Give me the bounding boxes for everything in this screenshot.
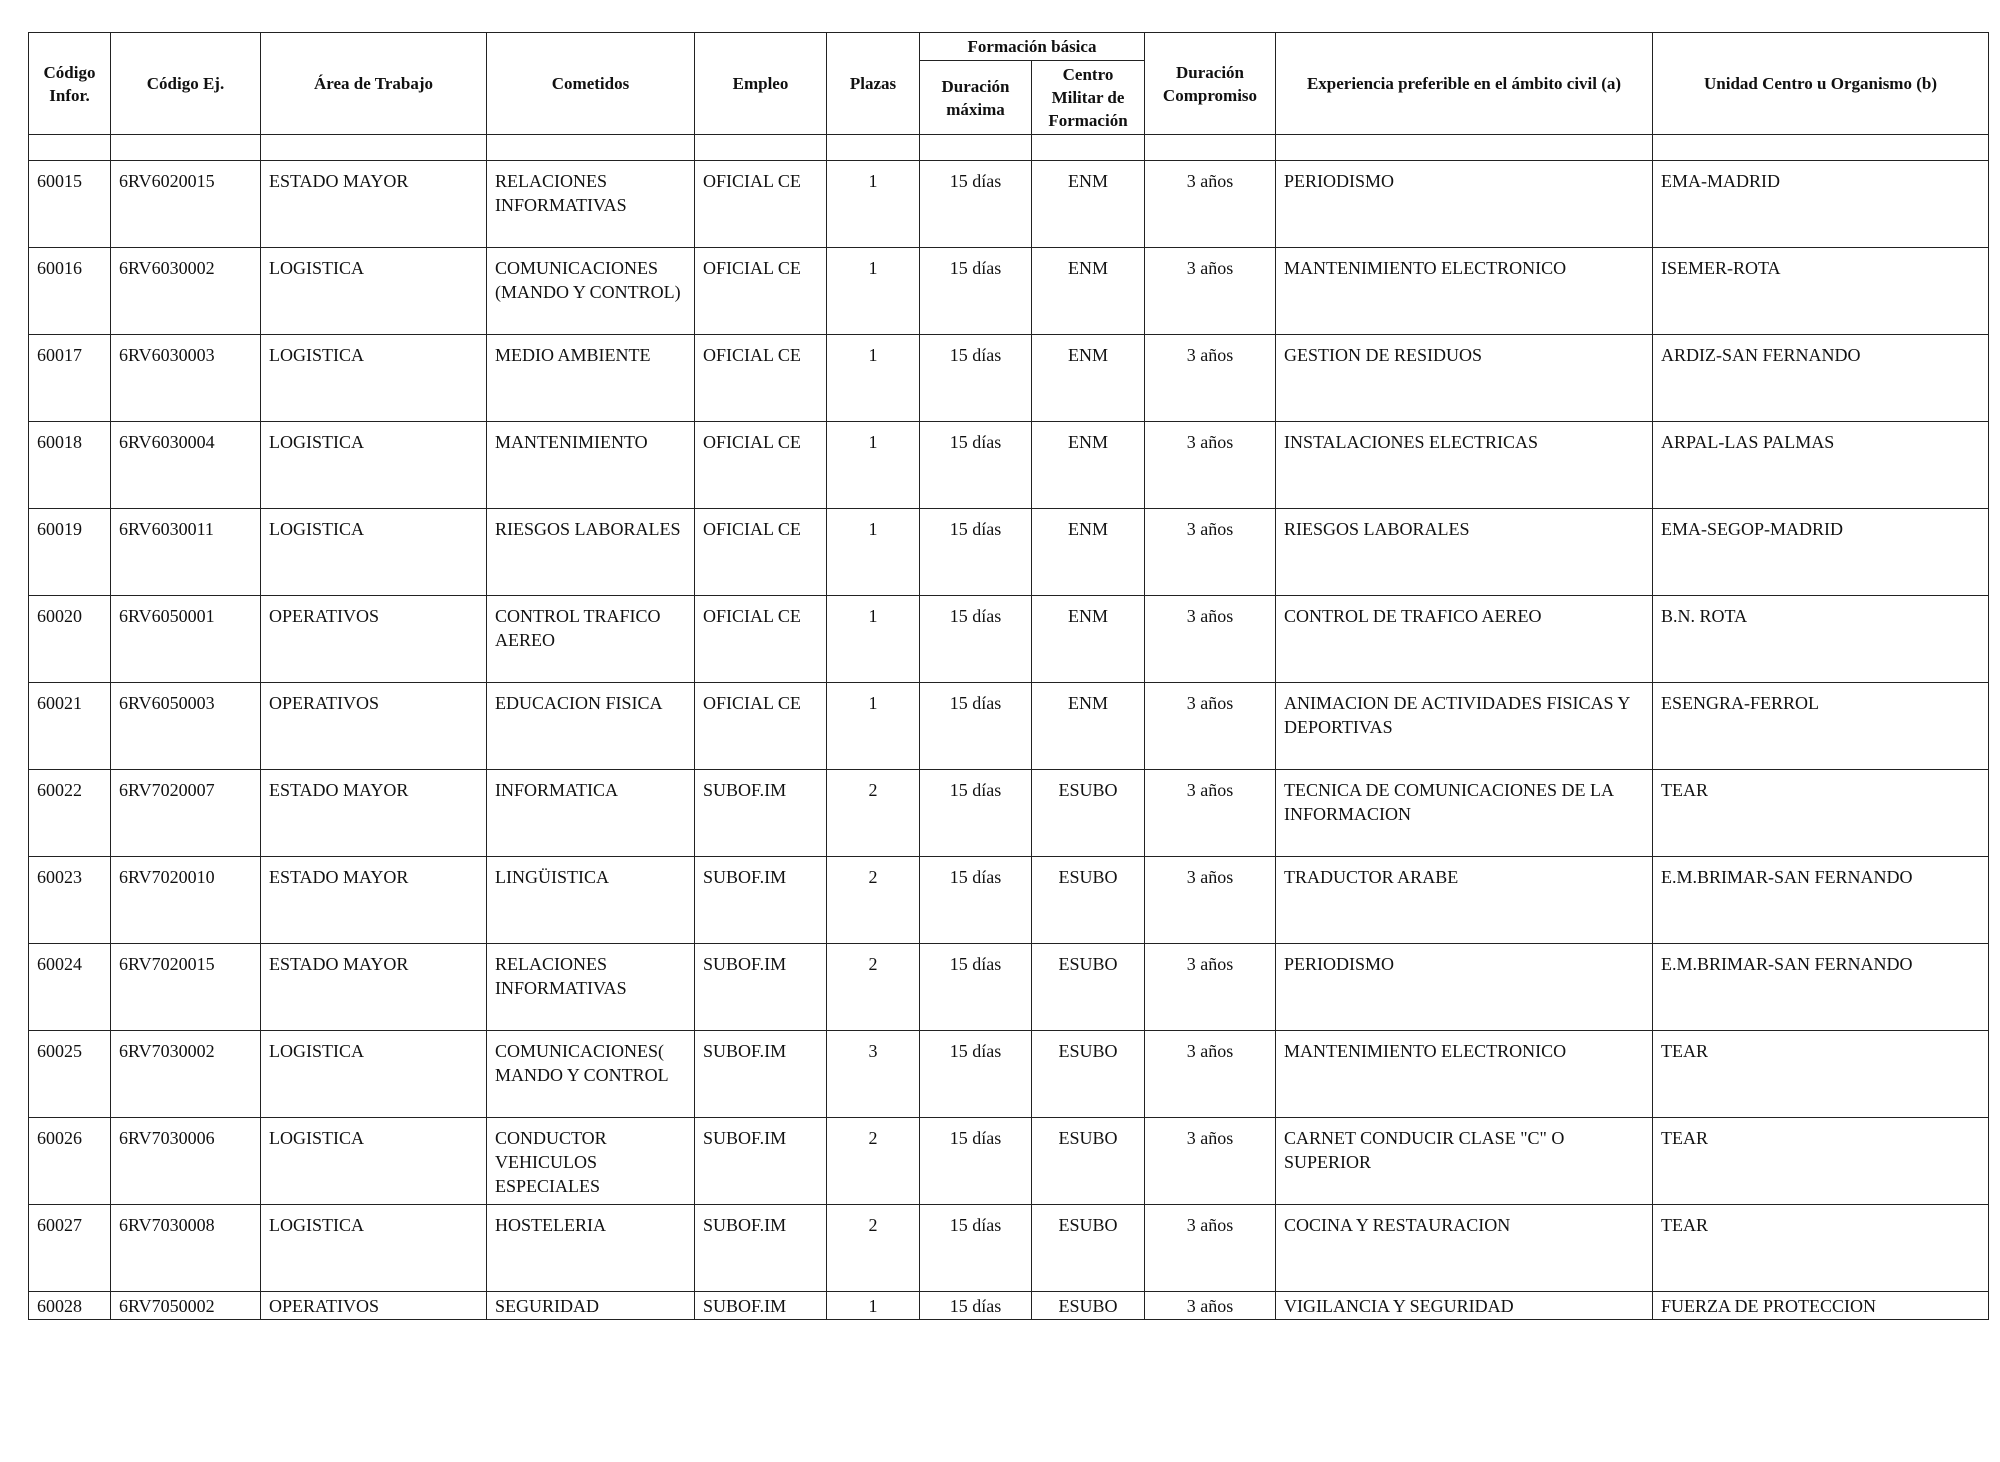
- header-codigo-infor: Código Infor.: [29, 33, 111, 135]
- cell-duracion-compromiso: 3 años: [1145, 1118, 1276, 1205]
- header-area-trabajo: Área de Trabajo: [261, 33, 487, 135]
- cell-unidad: EMA-SEGOP-MADRID: [1653, 509, 1989, 596]
- cell-experiencia: GESTION DE RESIDUOS: [1276, 335, 1653, 422]
- cell-duracion-maxima: 15 días: [920, 1031, 1032, 1118]
- table-row: [29, 770, 1989, 857]
- cell-codigo-ej: 6RV7030002: [111, 1031, 261, 1118]
- cell-experiencia: MANTENIMIENTO ELECTRONICO: [1276, 1031, 1653, 1118]
- cell-codigo-infor: 60021: [29, 683, 111, 770]
- cell-unidad: TEAR: [1653, 1118, 1989, 1205]
- cell-area-trabajo: LOGISTICA: [261, 335, 487, 422]
- header-unidad: Unidad Centro u Organismo (b): [1653, 33, 1989, 135]
- cell-duracion-maxima: 15 días: [920, 422, 1032, 509]
- cell-plazas: 2: [827, 770, 920, 857]
- cell-area-trabajo: LOGISTICA: [261, 248, 487, 335]
- cell-duracion-maxima: 15 días: [920, 857, 1032, 944]
- cell-duracion-maxima: 15 días: [920, 770, 1032, 857]
- table-row: [29, 857, 1989, 944]
- cell-codigo-ej: 6RV6030004: [111, 422, 261, 509]
- cell-cometidos: LINGÜISTICA: [487, 857, 695, 944]
- cell-unidad: ARDIZ-SAN FERNANDO: [1653, 335, 1989, 422]
- table-body: [29, 135, 1989, 1320]
- table-header: [29, 33, 1989, 135]
- cell-codigo-ej: 6RV7030008: [111, 1205, 261, 1292]
- cell-codigo-infor: 60020: [29, 596, 111, 683]
- cell-empleo: SUBOF.IM: [695, 770, 827, 857]
- cell-codigo-infor: 60018: [29, 422, 111, 509]
- cell-area-trabajo: ESTADO MAYOR: [261, 770, 487, 857]
- cell-duracion-compromiso: 3 años: [1145, 944, 1276, 1031]
- spacer-row: [29, 135, 1989, 161]
- table-row: [29, 335, 1989, 422]
- cell-cometidos: CONTROL TRAFICO AEREO: [487, 596, 695, 683]
- cell-experiencia: CONTROL DE TRAFICO AEREO: [1276, 596, 1653, 683]
- table-row: [29, 1205, 1989, 1292]
- cell-duracion-compromiso: 3 años: [1145, 1031, 1276, 1118]
- table-row: [29, 161, 1989, 248]
- cell-centro-formacion: ENM: [1032, 161, 1145, 248]
- cell-codigo-ej: 6RV6050001: [111, 596, 261, 683]
- cell-cometidos: EDUCACION FISICA: [487, 683, 695, 770]
- cell-duracion-maxima: 15 días: [920, 1292, 1032, 1320]
- cell-codigo-ej: 6RV6030011: [111, 509, 261, 596]
- cell-centro-formacion: ENM: [1032, 509, 1145, 596]
- cell-empleo: SUBOF.IM: [695, 857, 827, 944]
- cell-empleo: SUBOF.IM: [695, 1031, 827, 1118]
- cell-unidad: ARPAL-LAS PALMAS: [1653, 422, 1989, 509]
- cell-unidad: E.M.BRIMAR-SAN FERNANDO: [1653, 857, 1989, 944]
- cell-empleo: OFICIAL CE: [695, 509, 827, 596]
- cell-plazas: 2: [827, 1118, 920, 1205]
- cell-plazas: 1: [827, 596, 920, 683]
- cell-duracion-maxima: 15 días: [920, 596, 1032, 683]
- cell-area-trabajo: OPERATIVOS: [261, 683, 487, 770]
- cell-centro-formacion: ESUBO: [1032, 1118, 1145, 1205]
- cell-duracion-compromiso: 3 años: [1145, 161, 1276, 248]
- cell-unidad: TEAR: [1653, 1031, 1989, 1118]
- cell-duracion-maxima: 15 días: [920, 1205, 1032, 1292]
- cell-duracion-compromiso: 3 años: [1145, 596, 1276, 683]
- cell-duracion-maxima: 15 días: [920, 683, 1032, 770]
- cell-unidad: TEAR: [1653, 1205, 1989, 1292]
- table-row: [29, 944, 1989, 1031]
- cell-plazas: 2: [827, 1205, 920, 1292]
- cell-experiencia: ANIMACION DE ACTIVIDADES FISICAS Y DEPORTIVAS: [1276, 683, 1653, 770]
- cell-area-trabajo: OPERATIVOS: [261, 1292, 487, 1320]
- cell-duracion-compromiso: 3 años: [1145, 509, 1276, 596]
- cell-experiencia: INSTALACIONES ELECTRICAS: [1276, 422, 1653, 509]
- cell-experiencia: COCINA Y RESTAURACION: [1276, 1205, 1653, 1292]
- cell-duracion-compromiso: 3 años: [1145, 683, 1276, 770]
- cell-experiencia: PERIODISMO: [1276, 944, 1653, 1031]
- cell-centro-formacion: ENM: [1032, 683, 1145, 770]
- cell-plazas: 1: [827, 509, 920, 596]
- cell-centro-formacion: ENM: [1032, 596, 1145, 683]
- cell-centro-formacion: ENM: [1032, 335, 1145, 422]
- header-empleo: Empleo: [695, 33, 827, 135]
- header-formacion-basica: Formación básica: [920, 33, 1145, 61]
- header-codigo-ej: Código Ej.: [111, 33, 261, 135]
- cell-codigo-ej: 6RV6030002: [111, 248, 261, 335]
- cell-cometidos: INFORMATICA: [487, 770, 695, 857]
- cell-unidad: ISEMER-ROTA: [1653, 248, 1989, 335]
- cell-unidad: E.M.BRIMAR-SAN FERNANDO: [1653, 944, 1989, 1031]
- cell-unidad: EMA-MADRID: [1653, 161, 1989, 248]
- cell-duracion-compromiso: 3 años: [1145, 857, 1276, 944]
- cell-cometidos: COMUNICACIONES( MANDO Y CONTROL: [487, 1031, 695, 1118]
- cell-unidad: FUERZA DE PROTECCION: [1653, 1292, 1989, 1320]
- cell-codigo-infor: 60023: [29, 857, 111, 944]
- cell-duracion-compromiso: 3 años: [1145, 248, 1276, 335]
- cell-area-trabajo: ESTADO MAYOR: [261, 857, 487, 944]
- cell-empleo: SUBOF.IM: [695, 1205, 827, 1292]
- cell-codigo-infor: 60019: [29, 509, 111, 596]
- cell-codigo-ej: 6RV6030003: [111, 335, 261, 422]
- cell-experiencia: TRADUCTOR ARABE: [1276, 857, 1653, 944]
- cell-duracion-maxima: 15 días: [920, 161, 1032, 248]
- table-row: [29, 683, 1989, 770]
- cell-cometidos: SEGURIDAD: [487, 1292, 695, 1320]
- cell-codigo-infor: 60025: [29, 1031, 111, 1118]
- cell-codigo-ej: 6RV6020015: [111, 161, 261, 248]
- cell-experiencia: MANTENIMIENTO ELECTRONICO: [1276, 248, 1653, 335]
- cell-area-trabajo: ESTADO MAYOR: [261, 944, 487, 1031]
- cell-centro-formacion: ESUBO: [1032, 1031, 1145, 1118]
- cell-experiencia: PERIODISMO: [1276, 161, 1653, 248]
- cell-codigo-infor: 60026: [29, 1118, 111, 1205]
- cell-area-trabajo: ESTADO MAYOR: [261, 161, 487, 248]
- table-row: [29, 248, 1989, 335]
- cell-plazas: 1: [827, 161, 920, 248]
- table-row: [29, 1118, 1989, 1205]
- cell-codigo-ej: 6RV7020010: [111, 857, 261, 944]
- cell-duracion-compromiso: 3 años: [1145, 770, 1276, 857]
- cell-codigo-ej: 6RV7020015: [111, 944, 261, 1031]
- cell-area-trabajo: OPERATIVOS: [261, 596, 487, 683]
- table-row: [29, 422, 1989, 509]
- cell-experiencia: VIGILANCIA Y SEGURIDAD: [1276, 1292, 1653, 1320]
- cell-codigo-infor: 60027: [29, 1205, 111, 1292]
- cell-cometidos: RELACIONES INFORMATIVAS: [487, 944, 695, 1031]
- cell-area-trabajo: LOGISTICA: [261, 422, 487, 509]
- cell-cometidos: HOSTELERIA: [487, 1205, 695, 1292]
- cell-cometidos: MANTENIMIENTO: [487, 422, 695, 509]
- cell-experiencia: RIESGOS LABORALES: [1276, 509, 1653, 596]
- cell-plazas: 1: [827, 335, 920, 422]
- cell-empleo: OFICIAL CE: [695, 335, 827, 422]
- header-duracion-compromiso: Duración Compromiso: [1145, 33, 1276, 135]
- cell-duracion-compromiso: 3 años: [1145, 1205, 1276, 1292]
- cell-empleo: SUBOF.IM: [695, 1118, 827, 1205]
- cell-plazas: 1: [827, 683, 920, 770]
- cell-cometidos: MEDIO AMBIENTE: [487, 335, 695, 422]
- cell-codigo-ej: 6RV6050003: [111, 683, 261, 770]
- header-experiencia: Experiencia preferible en el ámbito civil (a): [1276, 33, 1653, 135]
- cell-empleo: SUBOF.IM: [695, 944, 827, 1031]
- cell-codigo-infor: 60024: [29, 944, 111, 1031]
- cell-codigo-ej: 6RV7030006: [111, 1118, 261, 1205]
- cell-centro-formacion: ESUBO: [1032, 944, 1145, 1031]
- table-row: [29, 509, 1989, 596]
- header-centro-militar: Centro Militar de Formación: [1032, 61, 1145, 135]
- cell-plazas: 3: [827, 1031, 920, 1118]
- cell-cometidos: CONDUCTOR VEHICULOS ESPECIALES: [487, 1118, 695, 1205]
- cell-duracion-maxima: 15 días: [920, 335, 1032, 422]
- cell-cometidos: RIESGOS LABORALES: [487, 509, 695, 596]
- cell-duracion-maxima: 15 días: [920, 944, 1032, 1031]
- cell-plazas: 2: [827, 857, 920, 944]
- cell-empleo: OFICIAL CE: [695, 248, 827, 335]
- cell-codigo-infor: 60016: [29, 248, 111, 335]
- cell-plazas: 1: [827, 422, 920, 509]
- header-duracion-maxima: Duración máxima: [920, 61, 1032, 135]
- cell-area-trabajo: LOGISTICA: [261, 1118, 487, 1205]
- document-sheet: [28, 32, 1988, 1320]
- plazas-table: [28, 32, 1989, 1320]
- header-plazas: Plazas: [827, 33, 920, 135]
- cell-centro-formacion: ENM: [1032, 248, 1145, 335]
- cell-duracion-maxima: 15 días: [920, 1118, 1032, 1205]
- cell-unidad: ESENGRA-FERROL: [1653, 683, 1989, 770]
- header-cometidos: Cometidos: [487, 33, 695, 135]
- cell-codigo-infor: 60022: [29, 770, 111, 857]
- cell-codigo-infor: 60017: [29, 335, 111, 422]
- cell-unidad: TEAR: [1653, 770, 1989, 857]
- cell-centro-formacion: ESUBO: [1032, 770, 1145, 857]
- table-row: [29, 1031, 1989, 1118]
- cell-plazas: 1: [827, 1292, 920, 1320]
- cell-empleo: SUBOF.IM: [695, 1292, 827, 1320]
- cell-experiencia: CARNET CONDUCIR CLASE "C" O SUPERIOR: [1276, 1118, 1653, 1205]
- cell-centro-formacion: ENM: [1032, 422, 1145, 509]
- cell-experiencia: TECNICA DE COMUNICACIONES DE LA INFORMACION: [1276, 770, 1653, 857]
- cell-codigo-ej: 6RV7020007: [111, 770, 261, 857]
- cell-duracion-maxima: 15 días: [920, 248, 1032, 335]
- cell-empleo: OFICIAL CE: [695, 422, 827, 509]
- cell-empleo: OFICIAL CE: [695, 683, 827, 770]
- cell-duracion-compromiso: 3 años: [1145, 422, 1276, 509]
- cell-area-trabajo: LOGISTICA: [261, 1205, 487, 1292]
- cell-codigo-infor: 60015: [29, 161, 111, 248]
- table-row: [29, 596, 1989, 683]
- cell-centro-formacion: ESUBO: [1032, 1205, 1145, 1292]
- table-row: [29, 1292, 1989, 1320]
- cell-cometidos: COMUNICACIONES (MANDO Y CONTROL): [487, 248, 695, 335]
- cell-area-trabajo: LOGISTICA: [261, 509, 487, 596]
- cell-duracion-compromiso: 3 años: [1145, 335, 1276, 422]
- cell-empleo: OFICIAL CE: [695, 596, 827, 683]
- cell-empleo: OFICIAL CE: [695, 161, 827, 248]
- cell-unidad: B.N. ROTA: [1653, 596, 1989, 683]
- cell-plazas: 2: [827, 944, 920, 1031]
- cell-centro-formacion: ESUBO: [1032, 1292, 1145, 1320]
- cell-codigo-ej: 6RV7050002: [111, 1292, 261, 1320]
- cell-codigo-infor: 60028: [29, 1292, 111, 1320]
- cell-cometidos: RELACIONES INFORMATIVAS: [487, 161, 695, 248]
- cell-centro-formacion: ESUBO: [1032, 857, 1145, 944]
- cell-duracion-maxima: 15 días: [920, 509, 1032, 596]
- cell-area-trabajo: LOGISTICA: [261, 1031, 487, 1118]
- cell-duracion-compromiso: 3 años: [1145, 1292, 1276, 1320]
- cell-plazas: 1: [827, 248, 920, 335]
